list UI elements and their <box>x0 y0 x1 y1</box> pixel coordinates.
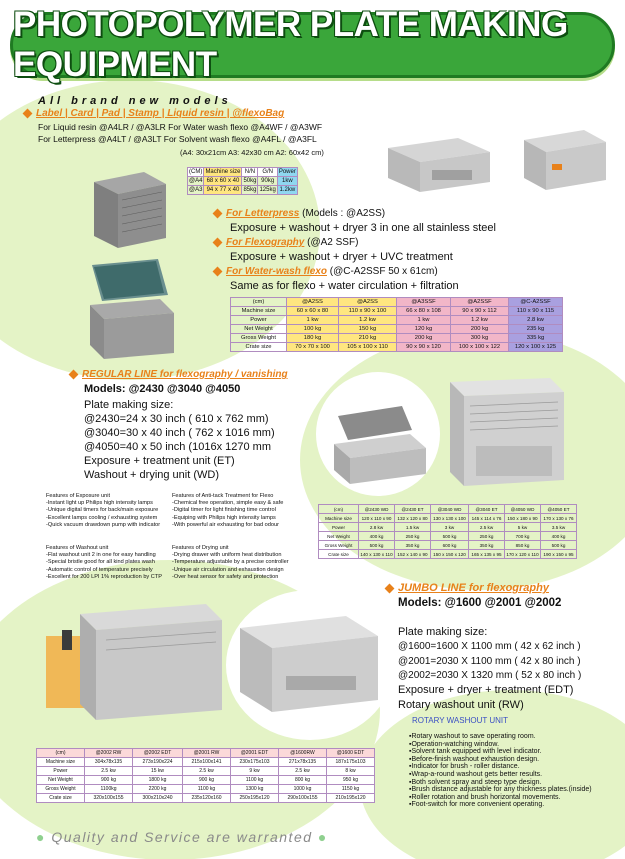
table-row: Machine size 304x78x135 273x190x224 215x100x141 230x175x103 271x78x135 187x175x103 <box>37 758 375 767</box>
machine-photo-a2ssf-circle <box>506 100 620 210</box>
table-header: @2002 EDT <box>133 749 183 758</box>
diamond-bullet-icon <box>213 266 223 276</box>
jumbo-heading: JUMBO LINE for flexography <box>386 582 549 594</box>
table-row: Gross Weight 180 kg 210 kg 200 kg 300 kg 335 kg <box>231 334 563 343</box>
feature-item: -Flat washout unit 2 in one for easy handling <box>46 552 156 559</box>
letterpress-heading: For Letterpress (Models : @A2SS) <box>214 208 385 219</box>
feature-item: -Digital timer for light finishing time control <box>172 507 276 514</box>
machine-photo-jumbo-rw <box>36 600 226 740</box>
table-header: (cm) <box>231 298 287 307</box>
feature-item: -Special bristle good for all kind plates wash <box>46 559 155 566</box>
jumbo-line-5: Exposure + dryer + treatment (EDT) <box>398 684 574 696</box>
table-header: @2002 RW <box>85 749 133 758</box>
table-header: @1600 EDT <box>327 749 375 758</box>
feature-item: -Instant light up Philips high intensity lamps <box>46 500 153 507</box>
regular-line-5: Exposure + treatment unit (ET) <box>84 455 235 467</box>
diamond-bullet-icon <box>385 583 395 593</box>
flexo-heading: For Flexography (@A2 SSF) <box>214 237 358 248</box>
exposure-features <box>46 493 171 529</box>
table-header: @A2SS <box>287 298 339 307</box>
intro-sizes: (A4: 30x21cm A3: 42x30 cm A2: 60x42 cm) <box>180 148 324 157</box>
list-item: ▪Before-finish washout exhaustion design. <box>409 755 540 763</box>
table-row: Power 1 kw 1.2 kw 1 kw 1.2 kw 2.8 kw <box>231 316 563 325</box>
table-row: @A3 94 x 77 x 40 85kg 125kg 1.2kw <box>188 186 298 195</box>
intro-line-1: For Liquid resin @A4LR / @A3LR For Water wash flexo @A4WF / @A3WF <box>38 122 323 132</box>
feature-item: -Chemical free operation, simple easy & safe <box>172 500 284 507</box>
list-item: ▪Wrap-a-round washout gets better results. <box>409 770 543 778</box>
features-title: Features of Drying unit <box>172 545 229 551</box>
table-header: @A2SSF <box>451 298 509 307</box>
diamond-bullet-icon <box>69 369 79 379</box>
jumbo-models: Models: @1600 @2001 @2002 <box>398 597 562 609</box>
table-row: Gross Weight 1100kg 2200 kg 1100 kg 1300 kg 1000 kg 1150 kg <box>37 785 375 794</box>
table-header: @3040 WD <box>431 505 469 514</box>
features-title: Features of Exposure unit <box>46 493 111 499</box>
feature-item: -With powerful air exhausting for bad odour <box>172 521 279 528</box>
feature-item: -Temperature adjustable by a precise controller <box>172 559 289 566</box>
table-header: @4050 WD <box>505 505 541 514</box>
list-item: ▪Indicator for brush - roller distance. <box>409 763 520 771</box>
water-wash-desc: Same as for flexo + water circulation + filtration <box>230 280 459 292</box>
table-header: @C-A2SSF <box>509 298 563 307</box>
diamond-bullet-icon <box>23 108 33 118</box>
washout-features <box>46 545 171 581</box>
list-item: ▪Both solvent spray and steep type design. <box>409 778 542 786</box>
table-row: Crate size 320x100x155 300x210x240 235x120x160 250x195x120 290x100x155 210x195x120 <box>37 794 375 803</box>
table-header: @A2SS <box>339 298 397 307</box>
list-item: ▪Operation-watching window. <box>409 740 500 748</box>
feature-item: -Unique air circulation and exhaustion design <box>172 566 284 573</box>
table-header: (cm) <box>319 505 359 514</box>
table-row: Machine size 120 x 110 x 90 132 x 120 x 80 130 x 130 x 100 145 x 114 x 76 150 x 180 x 90 170 x 130 x 76 <box>319 514 577 523</box>
table-header: @1600RW <box>279 749 327 758</box>
table-row: Crate size 140 x 130 x 110 152 x 140 x 90 150 x 150 x 120 165 x 135 x 95 170 x 120 x 110 190 x 150 x 95 <box>319 550 577 559</box>
feature-item: -Excellent for 200 LPI 1% reproduction by CTP <box>46 573 162 580</box>
list-item: ▪Brush distance adjustable for any thickness plates.(inside) <box>409 786 592 794</box>
table-header: @3040 ET <box>469 505 505 514</box>
title-banner <box>10 5 615 84</box>
table-row: Power 2.5 kw 15 kw 2.5 kw 9 kw 2.5 kw 8 kw <box>37 767 375 776</box>
list-item: ▪Roller rotation and brush horizontal movements. <box>409 793 561 801</box>
features-title: Features of Anti-tack Treatment for Flexo <box>172 493 274 499</box>
water-wash-heading: For Water-wash flexo (@C-A2SSF 50 x 61cm) <box>214 266 438 277</box>
table-row: @A4 68 x 60 x 40 50kg 90kg 1kw <box>188 177 298 186</box>
intro-line-2: For Letterpress @A4LT / @A3LT For Solvent wash flexo @A4FL / @A3FL <box>38 134 317 144</box>
table-header: N/N <box>242 168 258 177</box>
jumbo-line-3: @2001=2030 X 1100 mm ( 42 x 80 inch ) <box>398 656 581 667</box>
diamond-bullet-icon <box>213 208 223 218</box>
table-header: Power <box>278 169 296 175</box>
table-header: @2001 EDT <box>231 749 279 758</box>
green-dot-icon: ● <box>36 829 46 845</box>
feature-item: -Automatic control of temperature precisely <box>46 566 153 573</box>
list-item: ▪Solvent tank equipped with level indicator. <box>409 748 542 756</box>
jumbo-spec-table <box>36 748 375 803</box>
table-row: Crate size 70 x 70 x 100 105 x 100 x 110 90 x 90 x 120 100 x 100 x 122 120 x 100 x 125 <box>231 343 563 352</box>
table-row: Net Weight 100 kg 150 kg 120 kg 200 kg 235 kg <box>231 325 563 334</box>
rotary-title: ROTARY WASHOUT UNIT <box>412 716 509 725</box>
green-dot-icon: ● <box>317 829 328 845</box>
feature-item: -Drying drawer with uniform heat distribution <box>172 552 282 559</box>
machine-photo-regular-wd <box>446 376 570 494</box>
regular-line-4: @4050=40 x 50 inch (1016x 1270 mm <box>84 441 271 453</box>
regular-line-3: @3040=30 x 40 inch ( 762 x 1016 mm) <box>84 427 275 439</box>
feature-item: -Over heat sensor for safety and protection <box>172 573 279 580</box>
a4-a3-spec-table <box>187 167 298 195</box>
feature-item: -Equiping with Philips high intensity lamps <box>172 514 276 521</box>
regular-models: Models: @2430 @3040 @4050 <box>84 383 241 395</box>
diamond-bullet-icon <box>213 237 223 247</box>
footer-slogan: ● Quality and Service are warranted ● <box>36 829 328 845</box>
rotary-features-list <box>409 733 614 809</box>
machine-photo-a2ss-circle <box>368 100 510 220</box>
machine-photo-a4 <box>84 162 170 252</box>
jumbo-line-1: Plate making size: <box>398 626 488 638</box>
table-row: Net Weight 400 kg 250 kg 500 kg 250 kg 700 kg 400 kg <box>319 532 577 541</box>
regular-line-2: @2430=24 x 30 inch ( 610 x 762 mm) <box>84 413 269 425</box>
table-row: Gross Weight 500 kg 350 kg 600 kg 350 kg 850 kg 500 kg <box>319 541 577 550</box>
regular-line-heading: REGULAR LINE for flexography / vanishing <box>70 369 288 380</box>
product-types: Label | Card | Pad | Stamp | Liquid resin | @flexoBag <box>24 108 284 119</box>
table-row: Net Weight 900 kg 1800 kg 900 kg 1100 kg 800 kg 950 kg <box>37 776 375 785</box>
table-header: G/N <box>258 168 277 177</box>
machine-photo-jumbo-edt <box>226 590 394 740</box>
table-header: @2430 ET <box>395 505 431 514</box>
tagline: All brand new models <box>38 95 232 107</box>
drying-features <box>172 545 302 581</box>
feature-item: -Excellent lamps cooling / exhausting system <box>46 514 158 521</box>
machine-photo-regular-et <box>316 372 440 496</box>
letterpress-desc: Exposure + washout + dryer 3 in one all stainless steel <box>230 222 496 234</box>
table-header: @2001 RW <box>183 749 231 758</box>
table-header: (CM) <box>189 169 203 175</box>
table-header: Machine size <box>205 169 241 175</box>
a2-spec-table <box>230 297 563 352</box>
features-title: Features of Washout unit <box>46 545 109 551</box>
regular-line-6: Washout + drying unit (WD) <box>84 469 219 481</box>
page-title: PHOTOPOLYMER PLATE MAKING EQUIPMENT <box>13 5 568 84</box>
feature-item: -Unique digital timers for back/main exposure <box>46 507 159 514</box>
jumbo-line-4: @2002=2030 X 1320 mm ( 52 x 80 inch ) <box>398 670 582 681</box>
feature-item: -Quick vacuum drawdown pump with indicator <box>46 521 161 528</box>
table-header: @2430 WD <box>359 505 395 514</box>
table-header: @4050 ET <box>541 505 577 514</box>
jumbo-line-6: Rotary washout unit (RW) <box>398 699 524 711</box>
jumbo-line-2: @1600=1600 X 1100 mm ( 42 x 62 inch ) <box>398 641 581 652</box>
table-row: Machine size 60 x 60 x 80 110 x 90 x 100 66 x 80 x 108 90 x 90 x 112 110 x 90 x 115 <box>231 307 563 316</box>
table-header: (cm) <box>37 749 85 758</box>
table-header: @A3SSF <box>397 298 451 307</box>
regular-spec-table <box>318 504 577 559</box>
list-item: ▪Foot-switch for more convenient operating. <box>409 801 545 809</box>
machine-photo-open-lid <box>80 255 178 365</box>
regular-line-1: Plate making size: <box>84 399 174 411</box>
flexo-desc: Exposure + washout + dryer + UVC treatment <box>230 251 453 263</box>
antitack-features <box>172 493 302 529</box>
table-row: Power 2.8 kw 1.5 kw 3 kw 2.5 kw 5 kw 3.5 kw <box>319 523 577 532</box>
list-item: ▪Rotary washout to save operating room. <box>409 733 536 740</box>
